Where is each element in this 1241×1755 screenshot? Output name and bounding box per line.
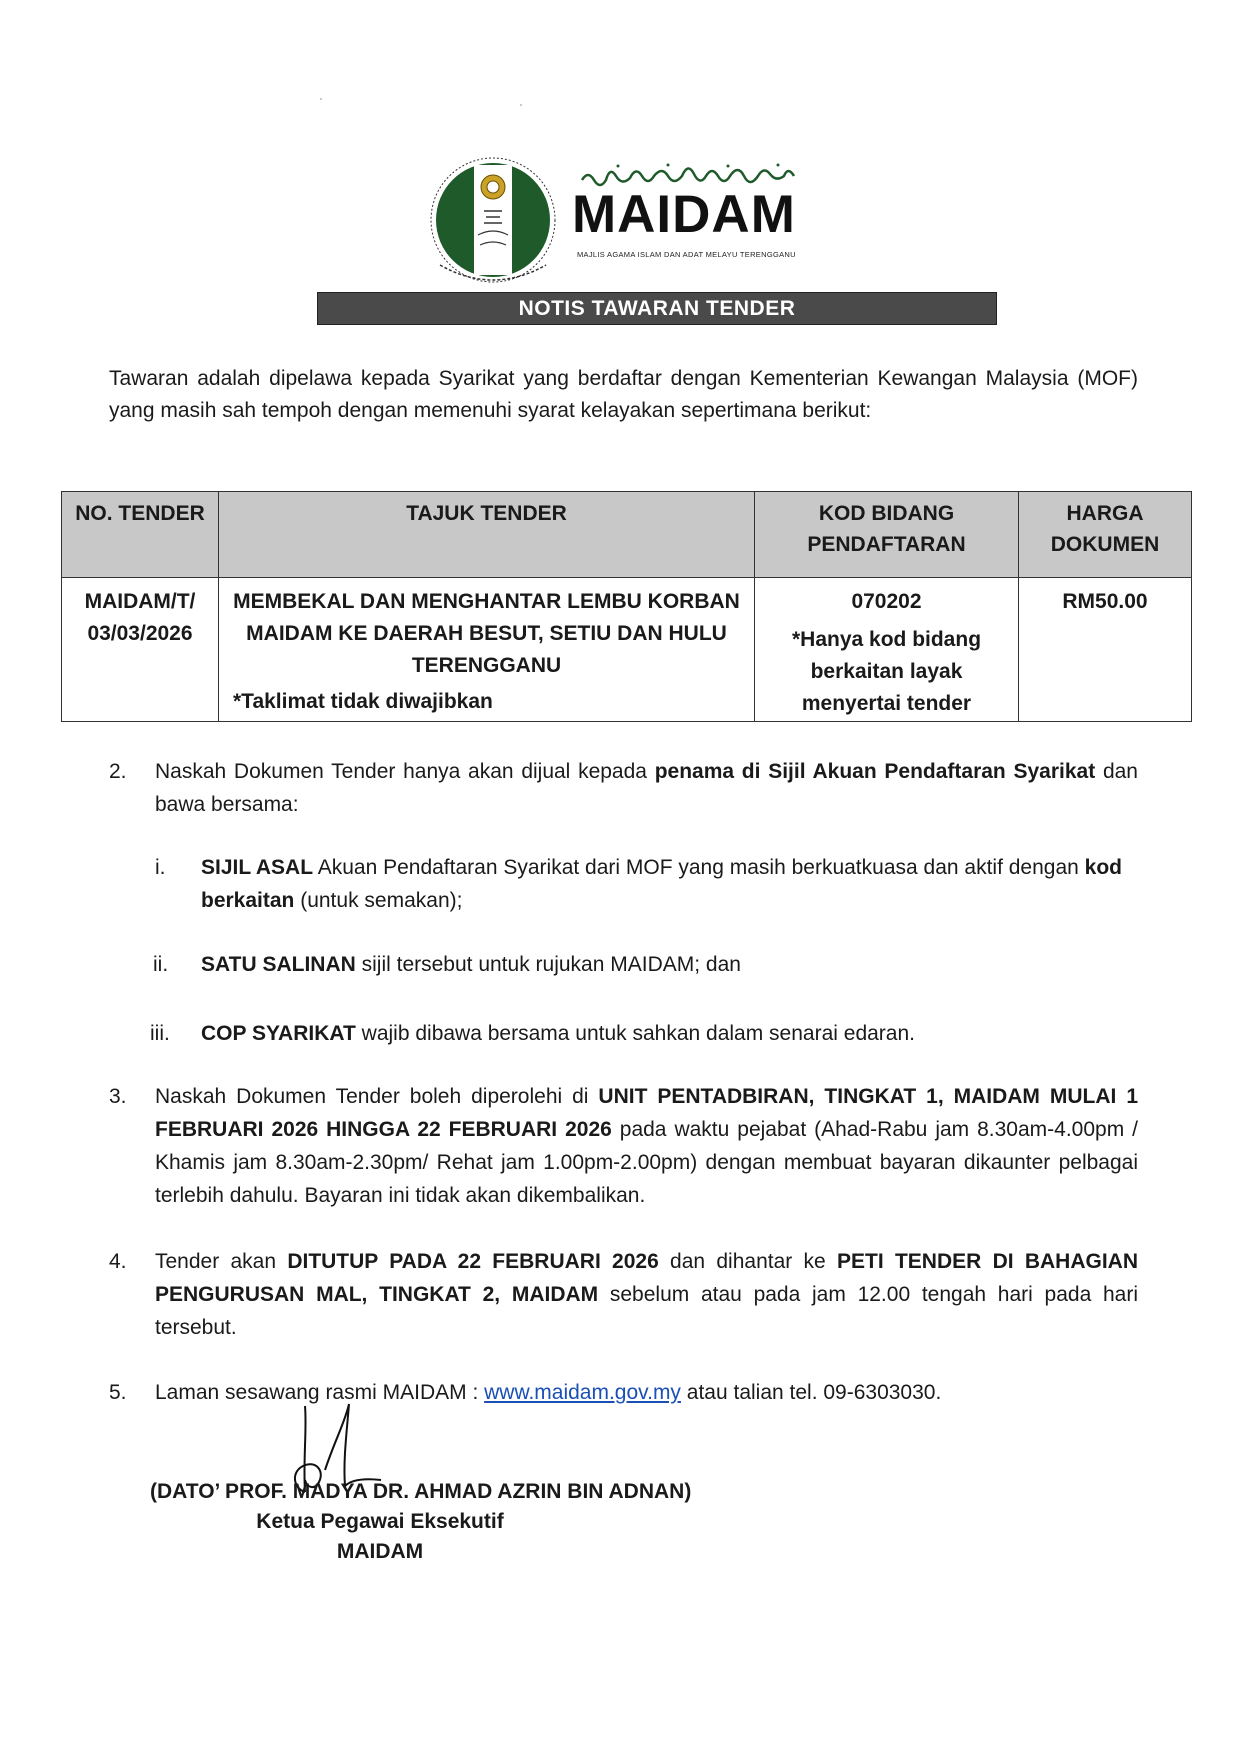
cell-tender-no: MAIDAM/T/ 03/03/2026 — [62, 578, 219, 722]
clause-4-bold-b: PETI TENDER DI BAHAGIAN PENGURUSAN MAL, TINGKAT 2, MAIDAM — [155, 1250, 1139, 1306]
signatory-name: (DATO’ PROF. MADYA DR. AHMAD AZRIN BIN ADNAN) — [150, 1480, 692, 1503]
sub-item-i-number: i. — [155, 856, 166, 879]
briefing-note: *Taklimat tidak diwajibkan — [233, 690, 493, 713]
cell-registration-code — [755, 578, 1019, 722]
clause-3-text-a: Naskah Dokumen Tender boleh diperolehi di — [155, 1085, 599, 1108]
clause-3-text — [155, 1080, 1138, 1212]
sub-item-iii-text-a: wajib dibawa bersama untuk sahkan dalam senarai edaran. — [355, 1022, 915, 1045]
clause-4-number: 4. — [109, 1250, 127, 1273]
registration-code-note: *Hanya kod bidang berkaitan layak menyertai tender — [791, 628, 982, 715]
maidam-emblem-icon — [428, 155, 568, 285]
sub-item-ii-text-a: sijil tersebut untuk rujukan MAIDAM; dan — [355, 953, 741, 976]
clause-4-text-a: Tender akan — [155, 1250, 288, 1273]
header-registration-code: KOD BIDANG PENDAFTARAN — [755, 492, 1019, 578]
tender-table — [61, 491, 1192, 722]
header-tender-title: TAJUK TENDER — [219, 492, 755, 578]
notice-banner — [317, 292, 997, 325]
clause-4-text-c: sebelum atau pada jam 12.00 tengah hari pada hari tersebut. — [155, 1283, 1138, 1339]
signatory-title: Ketua Pegawai Eksekutif — [256, 1510, 504, 1533]
sub-item-i-text-a: Akuan Pendaftaran Syarikat dari MOF yang masih berkuatkuasa dan aktif dengan — [313, 856, 1085, 879]
maidam-full-name: MAJLIS AGAMA ISLAM DAN ADAT MELAYU TERENGGANU — [577, 250, 796, 259]
clause-4-text — [155, 1245, 1138, 1344]
clause-4-text-b: dan dihantar ke — [658, 1250, 837, 1273]
header-tender-no: NO. TENDER — [62, 492, 219, 578]
clause-2-text — [155, 755, 1138, 821]
sub-item-iii-text — [201, 1017, 1146, 1050]
cell-tender-title — [219, 578, 755, 722]
clause-3-number: 3. — [109, 1085, 127, 1108]
header-document-price: HARGA DOKUMEN — [1019, 492, 1192, 578]
sub-item-i-text — [201, 851, 1146, 917]
clause-2-number: 2. — [109, 760, 127, 783]
website-link[interactable]: www.maidam.gov.my — [484, 1381, 681, 1404]
table-row — [62, 578, 1192, 722]
clause-5-text-b: atau talian tel. 09-6303030. — [680, 1381, 942, 1404]
clause-3-text-b: pada waktu pejabat (Ahad-Rabu jam 8.30am-4.00pm / Khamis jam 8.30am-2.30pm/ Rehat jam 1.00pm-2.00pm) dengan membuat bayaran dikaunter pelbagai terlebih dahulu. Bayaran ini tidak akan dikembalikan. — [155, 1118, 1138, 1207]
registration-code: 070202 — [851, 590, 922, 613]
sub-item-i-bold: SIJIL ASAL — [201, 856, 314, 879]
sub-item-ii-bold: SATU SALINAN — [201, 953, 356, 976]
clause-2-bold: penama di Sijil Akuan Pendaftaran Syarikat — [654, 760, 1096, 783]
sub-item-i-text-b: (untuk semakan); — [294, 889, 463, 912]
scan-speck — [320, 98, 322, 100]
clause-2-text-c: dan bawa bersama: — [155, 760, 1138, 816]
clause-3-bold: UNIT PENTADBIRAN, TINGKAT 1, MAIDAM MULAI 1 FEBRUARI 2026 HINGGA 22 FEBRUARI 2026 — [155, 1085, 1138, 1141]
sub-item-i-bold2: kod berkaitan — [201, 856, 1122, 912]
sub-item-iii-number: iii. — [150, 1022, 170, 1045]
signatory-organisation: MAIDAM — [336, 1540, 424, 1563]
clause-4-bold-a: DITUTUP PADA 22 FEBRUARI 2026 — [287, 1250, 659, 1273]
maidam-wordmark: MAIDAM — [572, 185, 796, 244]
clause-5-text-a: Laman sesawang rasmi MAIDAM : — [155, 1381, 485, 1404]
sub-item-ii-text — [201, 948, 1146, 981]
table-header-row — [62, 492, 1192, 578]
notice-title: NOTIS TAWARAN TENDER — [518, 296, 796, 320]
clause-5-number: 5. — [109, 1381, 127, 1404]
intro-paragraph: Tawaran adalah dipelawa kepada Syarikat yang berdaftar dengan Kementerian Kewangan Malaysia (MOF) yang masih sah tempoh dengan memenuhi syarat kelayakan sepertimana berikut: — [109, 367, 1138, 422]
cell-document-price: RM50.00 — [1019, 578, 1192, 722]
sub-item-ii-number: ii. — [153, 953, 169, 976]
clause-2-text-a: Naskah Dokumen Tender hanya akan dijual kepada — [155, 760, 655, 783]
jawi-script-decoration-icon — [578, 160, 818, 188]
sub-item-iii-bold: COP SYARIKAT — [201, 1022, 356, 1045]
scan-speck — [520, 104, 522, 106]
tender-title-text: MEMBEKAL DAN MENGHANTAR LEMBU KORBAN MAIDAM KE DAERAH BESUT, SETIU DAN HULU TERENGGANU — [233, 590, 740, 677]
